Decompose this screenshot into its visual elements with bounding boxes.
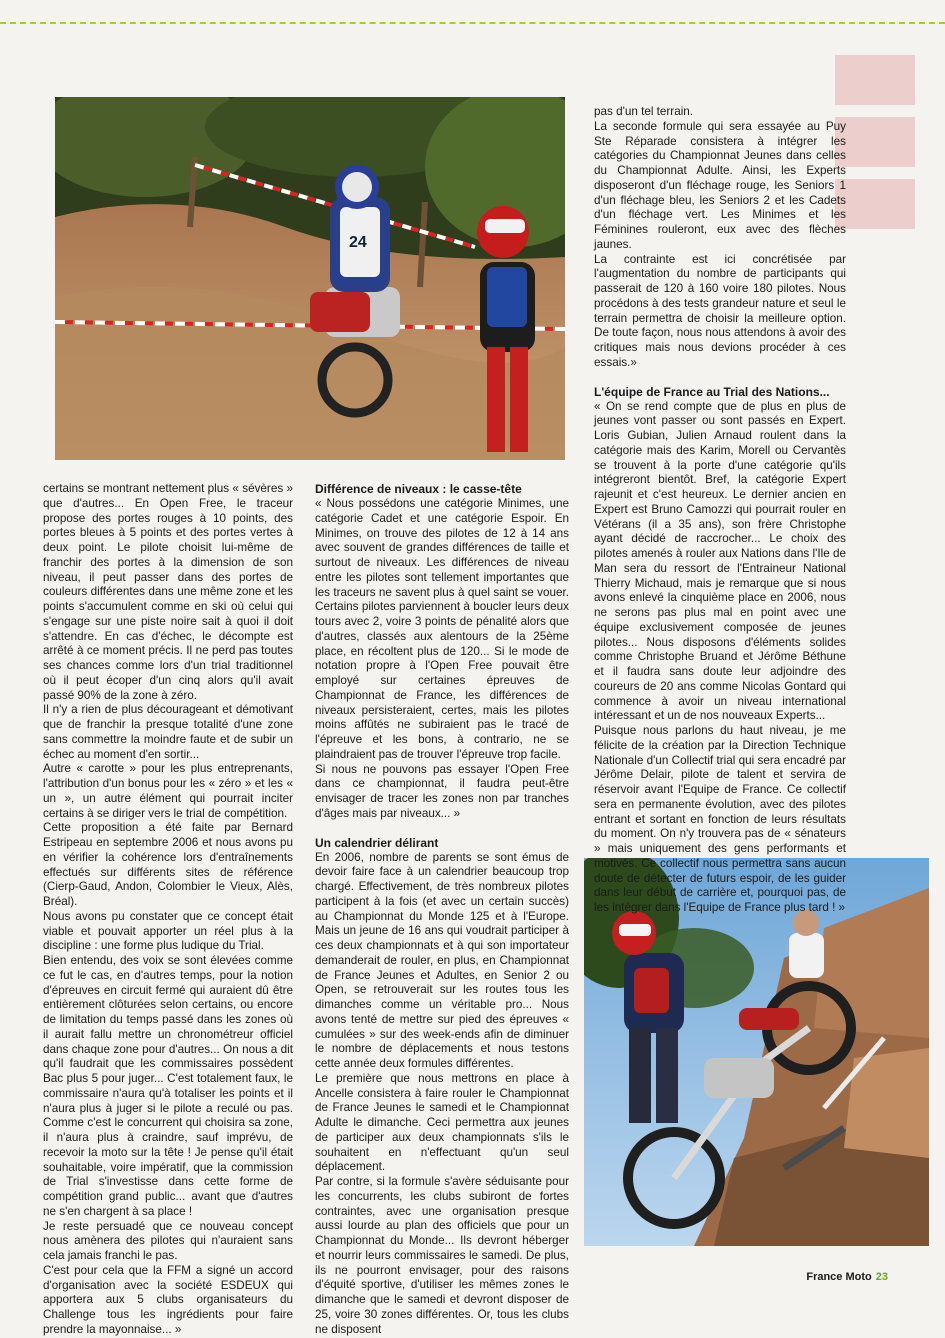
paragraph: Je reste persuadé que ce nouveau concept nous amènera des pilotes qui n'auraient sans cela jamais franchi le pas. (43, 1219, 293, 1262)
paragraph: Si nous ne pouvons pas essayer l'Open Free dans ce championnat, il faudra peut-être envisager de tracer les zones non par tranches d'âges mais par niveaux... » (315, 762, 569, 820)
paragraph: Puisque nous parlons du haut niveau, je me félicite de la création par la Direction Technique Nationale d'un Collectif trial qui sera encadré par Jérôme Delair, pilote de talent et servira de réservoir avant l'Equipe de France. Ce collectif sera en permanente évolution, avec des pilotes entrant et sortant en fonction de leurs résultats du moment. On n'y trouvera pas de « sénateurs » mais uniquement des gens performants et motivés. Ce collectif nous permettra sans aucun doute de détecter de futurs espoir, de les guider dans leur début de carrière et, pourquoi pas, de les intégrer dans l'Equipe de France plus tard ! » (594, 724, 846, 914)
paragraph: Autre « carotte » pour les plus entreprenants, l'attribution d'un bonus pour les « zéro » et les « un », un autre élément qui pourrait inciter certains à se diriger vers le trial de compétition. (43, 762, 293, 820)
paragraph: Le première que nous mettrons en place à Ancelle consistera à faire rouler le Championnat de France Jeunes le samedi et le Championnat Adulte le dimanche. Ceci permettra aux jeunes de participer aux deux championnats s'ils le souhaitent en n'effectuant qu'un seul déplacement. (315, 1071, 569, 1174)
paragraph: « On se rend compte que de plus en plus de jeunes vont passer ou sont passés en Expert. Loris Gubian, Julien Arnaud roulent dans la catégorie mais des Karim, Morell ou Cervantès se trouvent à la porte d'une catégorie qu'ils intégreront bientôt. Bref, la catégorie Expert rajeunit et c'est heureux. Le dernier ancien en Expert est Bruno Camozzi qui pourrait rouler en Vétérans (il a 35 ans), son frère Christophe ayant décidé de raccrocher... Le choix des pilotes amenés à rouler aux Nations dans l'Ile de Man sera du ressort de l'Entraineur National Thierry Michaud, mais je remarque que si nous avons enlevé la cinquième place en 2006, nous ne serons pas plus mal en point avec une équipe exclusivement composée de jeunes pilotes... Nous disposons d'éléments solides comme Christophe Bruand et Jérôme Béthune et il faudra sans doute leur adjoindre des coureurs de 20 ans comme Nicolas Gontard qui commence à avoir un niveau international intéressant et un de nos nouveaux Experts... (594, 399, 846, 723)
paragraph: certains se montrant nettement plus « sévères » que d'autres... En Open Free, le traceur propose des portes rouges à 10 points, des portes bleues à 5 points et des portes vertes à deux point. Le pilote choisit lui-même de franchir des portes à la dimension de son niveau, il peut passer dans des portes de couleurs différentes dans une même zone et les points s'accumulent comme en ski où celui qui s'engage sur une piste noire sait à quoi il doit s'attendre. En cas d'échec, le décompte est arrêté à ce moment précis. Il ne perd pas toutes ses chances comme lors d'un trial traditionnel où il peut écoper d'un cinq alors qu'il avait passé 90% de la zone à zéro. (43, 482, 293, 702)
top-dashed-rule (0, 22, 945, 24)
photo-trial-rider-24 (55, 97, 565, 460)
paragraph: La seconde formule qui sera essayée au Puy Ste Réparade consistera à intégrer les catégories du Championnat Jeunes dans celles du Championnat Adulte. Ainsi, les Experts disposeront d'un fléchage rouge, les Seniors 1 d'un fléchage bleu, les Seniors 2 et les Cadets d'un fléchage vert. Les Minimes et les Féminines rouleront, eux avec des flèches jaunes. (594, 119, 846, 251)
article-column-right (594, 105, 846, 916)
paragraph: Bien entendu, des voix se sont élevées comme ce fut le cas, en d'autres temps, pour la notion d'épreuves en circuit fermé qui auraient dû être entièrement clôturées selon certains, ou encore de limitation du temps passé dans les zones où il aurait fallu mettre un chronométreur officiel dans chaque zone pour d'autres... On nous a dit qu'il faudrait que les commissaires possèdent Bac plus 5 pour juger... C'est totalement faux, le commissaire n'aura qu'à totaliser les points et il n'aura plus à juger si le pilote a reculé ou pas. Comme c'est le concurrent qui choisira sa zone, il n'aura plus à craindre, sauf imprévu, de recevoir la moto sur la tête ! Je pense qu'il était souhaitable, voire impératif, que la commission de Trial s'investisse dans cette forme de compétition grand public... avant que d'autres ne s'en chargent à sa place ! (43, 954, 293, 1218)
article-column-middle (315, 482, 569, 1337)
paragraph: En 2006, nombre de parents se sont émus de devoir faire face à un calendrier beaucoup trop chargé. Effectivement, de très nombreux pilotes participent à la fois (et avec un certain succès) au Championnat du Monde 125 et à l'Europe. Mais un jeune de 16 ans qui voudrait participer à ces deux championnats et à qui son importateur demanderait de rouler, en plus, en Championnat de France Jeunes et Adultes, en Senior 2 ou Open, se retrouverait sur les routes tous les dimanches comme un véritable pro... Nous avons tenté de mettre sur pied des épreuves « cumulées » sur des week-ends afin de diminuer le nombre de déplacements et nous testons cette année deux formules différentes. (315, 850, 569, 1070)
section-heading-calendar: Un calendrier délirant (315, 835, 439, 850)
paragraph: Cette proposition a été faite par Bernard Estripeau en septembre 2006 et nous avons pu en vérifier la cohérence lors d'entraînements effectués sur différents sites de référence (Cierp-Gaud, Andon, Colombier le Vieux, Alès, Bréal). (43, 821, 293, 908)
paragraph: Par contre, si la formule s'avère séduisante pour les concurrents, les clubs subiront de fortes contraintes, avec une organisation presque aussi lourde au plan des officiels que pour un Championnat du Monde... Ils devront héberger et nourrir leurs commissaires le samedi. De plus, ils ne pourront envisager, pour des raisons d'équité sportive, d'utiliser les mêmes zones le dimanche que le samedi et devront disposer de 25, voire 30 zones différentes. Or, tous les clubs ne disposent (315, 1175, 569, 1336)
page-footer (806, 1271, 888, 1283)
paragraph: Nous avons pu constater que ce concept était viable et pouvait apporter un réel plus à la discipline : une forme plus ludique du Trial. (43, 909, 293, 953)
magazine-name: France Moto (806, 1271, 872, 1283)
svg-text:24: 24 (349, 234, 367, 251)
section-heading-nations: L'équipe de France au Trial des Nations... (594, 384, 830, 399)
article-column-left (43, 482, 293, 1338)
page-number: 23 (875, 1271, 888, 1283)
paragraph: pas d'un tel terrain. (594, 105, 694, 118)
paragraph: La contrainte est ici concrétisée par l'augmentation du nombre de participants qui passerait de 120 à 160 voire 180 pilotes. Nous procédons à des tests grandeur nature et seul le terrain permettra de choisir la meilleure option. De toute façon, nous nous attendons à avoir des critiques mais nous devions procéder à ces essais.» (594, 252, 846, 369)
paragraph: « Nous possédons une catégorie Minimes, une catégorie Cadet et une catégorie Espoir. En Minimes, on trouve des pilotes de 12 à 14 ans avec souvent de grandes différences de taille et surtout de niveaux. Les différences de niveau entre les pilotes sont tellement importantes que les traceurs ne savent plus à quel saint se vouer. Certains pilotes parviennent à boucler leurs deux tours avec 2, voire 3 points de pénalité alors que d'autres, classés aux alentours de la 25ème place, en récoltent plus de 120... Si le mode de notation propre à l'Open Free pouvait être employé sur certaines épreuves de Championnat de France, les différences de niveaux persisteraient, certes, mais les pilotes moins affûtés ne subiraient pas le tracé de l'épreuve et les bons, à contrario, ne se plaindraient pas de trouver l'épreuve trop facile. (315, 497, 569, 761)
bleed-through-ghost (835, 55, 915, 265)
photo-trial-rider-rocks (584, 858, 929, 1246)
paragraph: C'est pour cela que la FFM a signé un accord d'organisation avec la société ESDEUX qui apportera aux 5 clubs organisateurs du Challenge tous les ingrédients pour faire prendre la mayonnaise... » (43, 1263, 293, 1336)
section-heading-levels: Différence de niveaux : le casse-tête (315, 482, 522, 496)
paragraph: Il n'y a rien de plus décourageant et démotivant que de franchir la presque totalité d'une zone sans commettre la moindre faute et de subir un échec au moment d'en sortir... (43, 703, 293, 761)
